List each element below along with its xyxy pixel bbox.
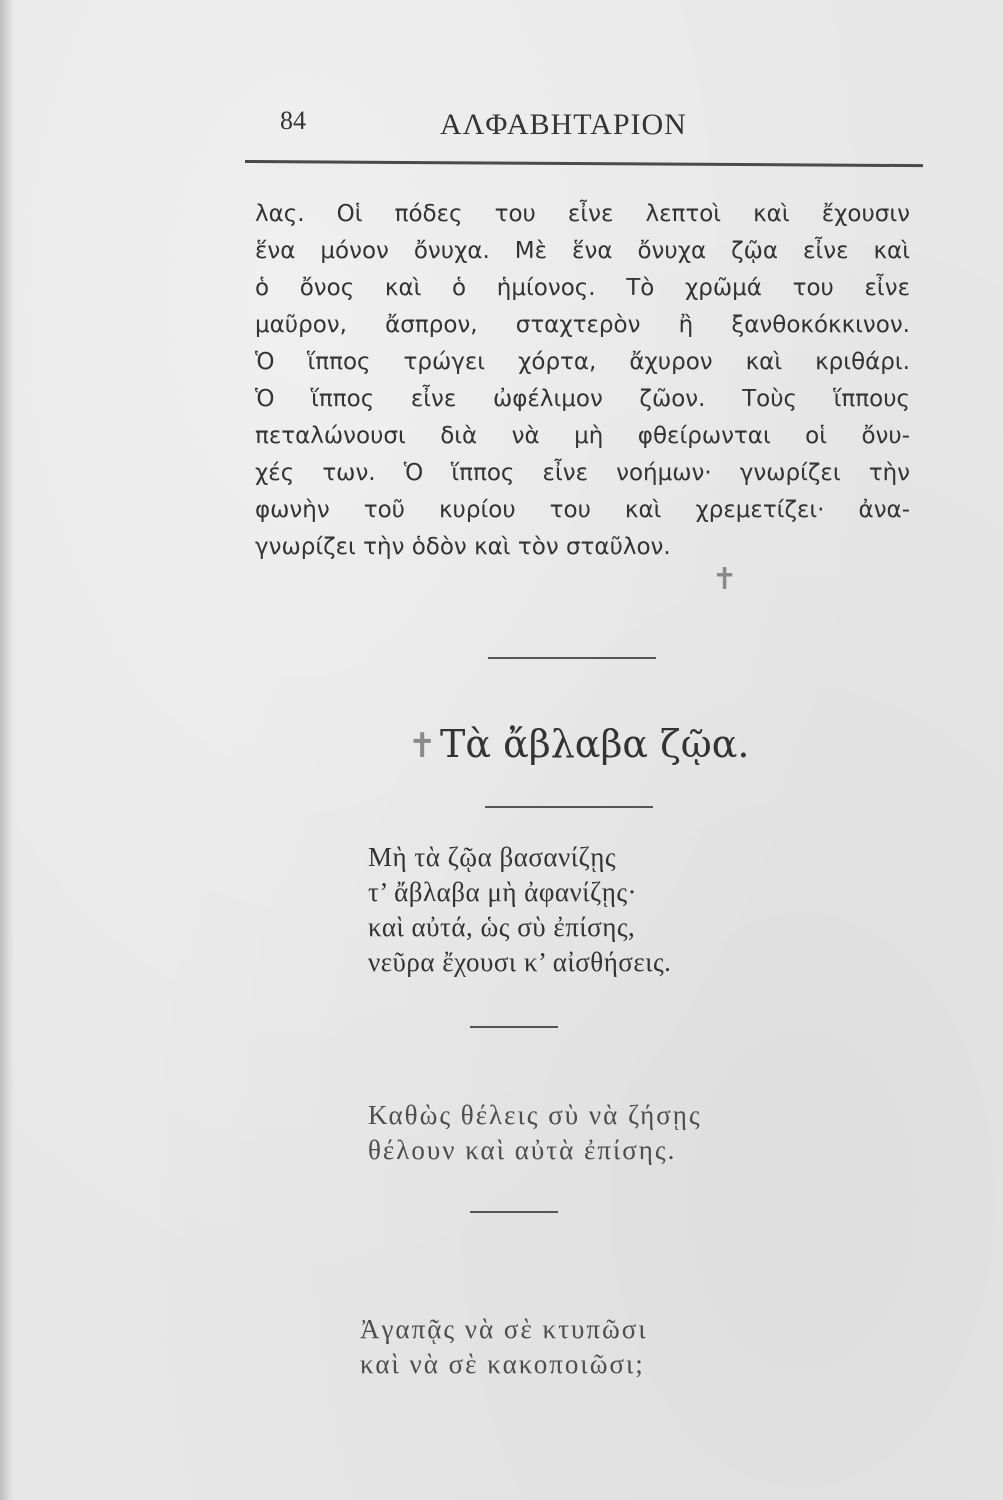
prose-line: χές των. Ὁ ἵππος εἶνε νοήμων· γνωρίζει τὴν bbox=[255, 460, 910, 486]
verse-line: Ἀγαπᾷς νὰ σὲ κτυπῶσι bbox=[360, 1314, 648, 1344]
prose-line: φωνὴν τοῦ κυρίου του καὶ χρεμετίζει· ἀνα- bbox=[255, 497, 910, 523]
poem-stanza-2 bbox=[368, 1098, 702, 1168]
prose-line: πεταλώνουσι διὰ νὰ μὴ φθείρωνται οἱ ὄνυ- bbox=[255, 423, 910, 449]
prose-line: λας. Οἱ πόδες του εἶνε λεπτοὶ καὶ ἔχουσιν bbox=[255, 201, 910, 227]
section-divider bbox=[488, 657, 656, 659]
prose-line: μαῦρον, ἄσπρον, σταχτερὸν ἢ ξανθοκόκκινον. bbox=[255, 312, 910, 338]
pencil-cross-mark: ✝ bbox=[408, 726, 437, 766]
page-number: 84 bbox=[280, 106, 306, 135]
stanza-divider bbox=[470, 1026, 558, 1028]
prose-line: Ὁ ἵππος τρώγει χόρτα, ἄχυρον καὶ κριθάρι. bbox=[255, 349, 910, 375]
verse-line: Καθὼς θέλεις σὺ νὰ ζήσῃς bbox=[368, 1100, 702, 1130]
poem-stanza-3 bbox=[360, 1312, 648, 1382]
verse-line: νεῦρα ἔχουσι κ’ αἰσθήσεις. bbox=[368, 947, 672, 977]
stanza-divider bbox=[470, 1211, 558, 1213]
prose-line: Ὁ ἵππος εἶνε ὠφέλιμον ζῶον. Τοὺς ἵππους bbox=[255, 386, 910, 412]
section-title: Τὰ ἄβλαβα ζῷα. bbox=[440, 722, 750, 766]
verse-line: Μὴ τὰ ζῷα βασανίζῃς bbox=[368, 842, 617, 872]
verse-line: καὶ αὐτά, ὡς σὺ ἐπίσης, bbox=[368, 912, 636, 942]
running-title: ΑΛΦΑΒΗΤΑΡΙΟΝ bbox=[440, 108, 687, 141]
title-divider bbox=[485, 806, 653, 808]
verse-line: θέλουν καὶ αὐτὰ ἐπίσης. bbox=[368, 1135, 677, 1165]
verse-line: καὶ νὰ σὲ κακοποιῶσι; bbox=[360, 1349, 645, 1379]
prose-line: ἕνα μόνον ὄνυχα. Μὲ ἕνα ὄνυχα ζῷα εἶνε καὶ bbox=[255, 238, 910, 264]
pencil-cross-mark: ✝ bbox=[712, 562, 738, 597]
prose-paragraph bbox=[255, 196, 910, 566]
page-binding-edge bbox=[0, 0, 14, 1500]
prose-line: ὁ ὄνος καὶ ὁ ἡμίονος. Τὸ χρῶμά του εἶνε bbox=[255, 275, 910, 301]
verse-line: τ’ ἄβλαβα μὴ ἀφανίζῃς· bbox=[368, 877, 638, 907]
prose-line: γνωρίζει τὴν ὁδὸν καὶ τὸν σταῦλον. bbox=[255, 534, 671, 560]
header-rule bbox=[245, 160, 923, 167]
poem-stanza-1 bbox=[368, 840, 671, 980]
